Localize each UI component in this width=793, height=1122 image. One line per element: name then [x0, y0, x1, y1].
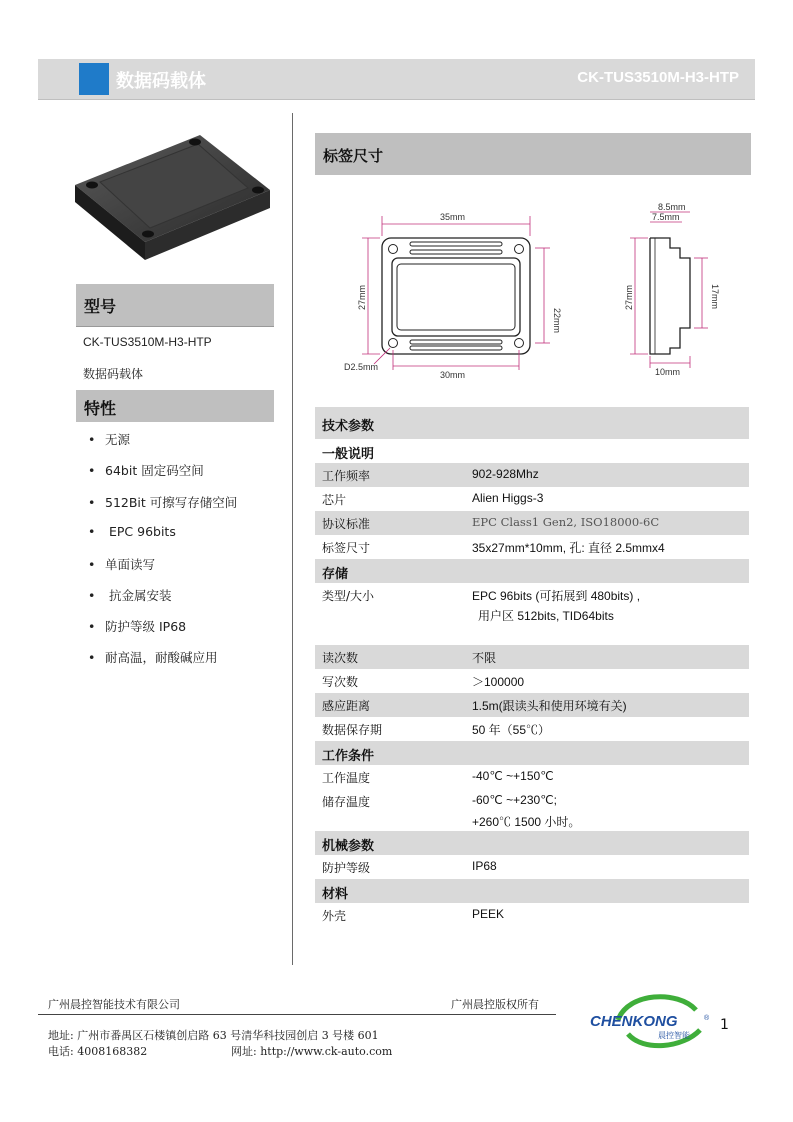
- header-accent-square: [79, 63, 109, 95]
- feature-item: • EPC 96bits: [88, 524, 176, 539]
- features-heading: [76, 390, 274, 422]
- section-conditions: 工作条件: [315, 741, 749, 765]
- features-heading-label: 特性: [84, 399, 117, 418]
- footer-rule: [38, 1014, 556, 1015]
- footer-address: 地址: 广州市番禺区石楼镇创启路 63 号清华科技园创启 3 号楼 601: [48, 1029, 379, 1042]
- feature-item: • 抗金属安装: [88, 588, 172, 603]
- model-rule: [76, 326, 274, 327]
- dim-inner-height: 22mm: [552, 308, 562, 334]
- page-header: [38, 59, 755, 100]
- logo-subtext: 晨控智能: [658, 1031, 690, 1040]
- model-heading: [76, 284, 274, 326]
- feature-item: • 512Bit 可擦写存储空间: [88, 495, 238, 510]
- dim-width: 35mm: [440, 212, 466, 222]
- feature-item: • 64bit 固定码空间: [88, 463, 204, 478]
- dimension-drawing: [330, 198, 730, 383]
- model-name: 数据码载体: [83, 367, 144, 381]
- footer-company: 广州晨控智能技术有限公司: [48, 998, 180, 1011]
- spec-title-row: 技术参数: [315, 407, 749, 439]
- model-heading-label: 型号: [84, 297, 117, 316]
- feature-item: • 耐高温，耐酸碱应用: [88, 650, 218, 665]
- footer-web: 网址: http://www.ck-auto.com: [231, 1045, 393, 1058]
- table-row: 外壳 PEEK: [315, 903, 749, 927]
- logo-text: CHENKONG: [590, 1013, 678, 1030]
- dim-top2: 7.5mm: [652, 212, 680, 222]
- table-row: 协议标准 EPC Class1 Gen2, ISO18000-6C: [315, 511, 749, 535]
- header-title: 数据码载体: [116, 71, 206, 92]
- section-mechanical: 机械参数: [315, 831, 749, 855]
- footer-copyright: 广州晨控版权所有: [451, 998, 539, 1011]
- table-row: 类型/大小 EPC 96bits (可拓展到 480bits) , 用户区 512bits, TID64bits: [315, 583, 749, 645]
- header-model: CK-TUS3510M-H3-HTP: [577, 69, 739, 86]
- table-row: 储存温度 -60℃ ~+230℃; +260℃ 1500 小时。: [315, 789, 749, 831]
- svg-text:®: ®: [704, 1015, 710, 1022]
- table-row: 数据保存期 50 年（55℃）: [315, 717, 749, 741]
- table-row: 感应距离 1.5m(跟读头和使用环境有关): [315, 693, 749, 717]
- table-row: 防护等级 IP68: [315, 855, 749, 879]
- section-storage: 存储: [315, 559, 749, 583]
- model-code: CK-TUS3510M-H3-HTP: [83, 335, 212, 349]
- table-row: 芯片 Alien Higgs-3: [315, 487, 749, 511]
- feature-item: • 防护等级 IP68: [88, 619, 187, 634]
- table-row: 标签尺寸 35x27mm*10mm, 孔: 直径 2.5mmx4: [315, 535, 749, 559]
- label-size-heading-label: 标签尺寸: [323, 147, 384, 165]
- table-row: 写次数 ＞100000: [315, 669, 749, 693]
- company-logo: [588, 990, 713, 1052]
- dim-thickness: 10mm: [655, 367, 681, 377]
- table-row: 读次数 不限: [315, 645, 749, 669]
- section-material: 材料: [315, 879, 749, 903]
- dim-hole: D2.5mm: [344, 362, 379, 372]
- feature-item: • 单面读写: [88, 557, 156, 572]
- section-general: 一般说明: [315, 439, 749, 463]
- label-size-heading: [315, 133, 751, 175]
- dim-side-inner: 17mm: [710, 284, 720, 310]
- dim-height: 27mm: [357, 284, 367, 310]
- product-image: [70, 130, 275, 265]
- page-number: 1: [720, 1017, 729, 1033]
- dim-hole-pitch: 30mm: [440, 370, 466, 380]
- dim-top1: 8.5mm: [658, 202, 686, 212]
- table-row: 工作温度 -40℃ ~+150℃: [315, 765, 749, 789]
- dim-side-height: 27mm: [624, 284, 634, 310]
- column-divider: [292, 113, 293, 965]
- feature-item: • 无源: [88, 432, 131, 447]
- table-row: 工作频率 902-928Mhz: [315, 463, 749, 487]
- footer-phone: 电话: 4008168382: [48, 1045, 148, 1058]
